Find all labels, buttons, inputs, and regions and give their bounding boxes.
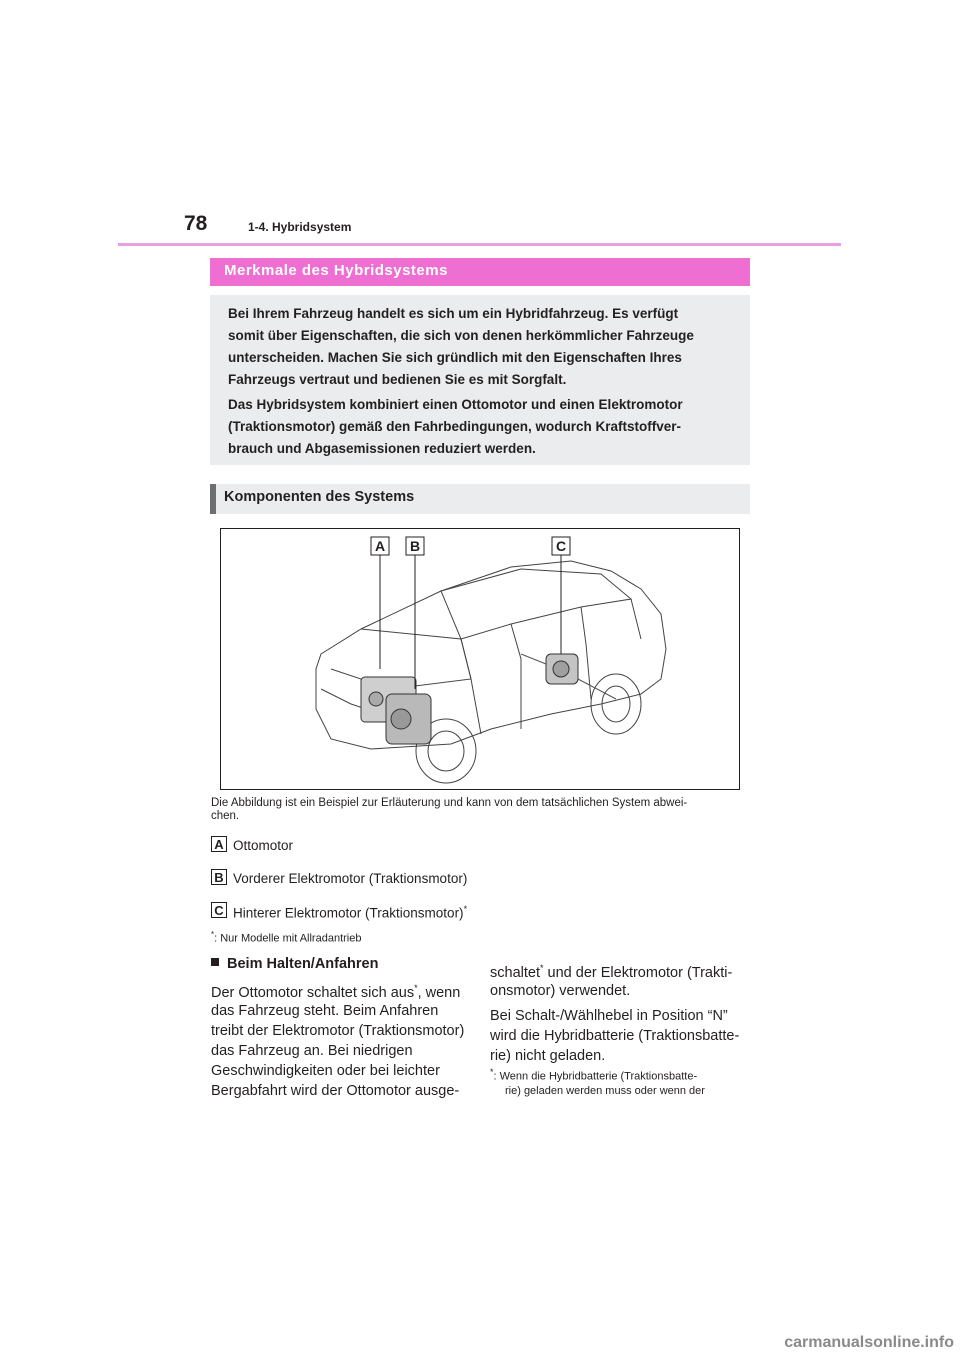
intro-line: (Traktionsmotor) gemäß den Fahrbedingungen, wodurch Kraftstoffver- bbox=[228, 419, 682, 434]
body-line: das Fahrzeug steht. Beim Anfahren bbox=[211, 1003, 439, 1019]
intro-line: brauch und Abgasemissionen reduziert werden. bbox=[228, 441, 536, 456]
components-heading: Komponenten des Systems bbox=[224, 489, 415, 505]
figure-note bbox=[211, 797, 751, 823]
footnote-star: * bbox=[463, 904, 468, 914]
footnote: *: Wenn die Hybridbatterie (Traktionsbatte- bbox=[490, 1067, 698, 1083]
legend-text: Vorderer Elektromotor (Traktionsmotor) bbox=[233, 871, 468, 886]
intro-line: Fahrzeugs vertraut und bedienen Sie es mit Sorgfalt. bbox=[228, 372, 567, 387]
feature-heading: Merkmale des Hybridsystems bbox=[224, 262, 448, 279]
bullet-square-icon bbox=[211, 958, 219, 966]
legend-text: Ottomotor bbox=[233, 838, 294, 853]
section-title: 1-4. Hybridsystem bbox=[248, 220, 352, 234]
figure-note-line: chen. bbox=[211, 810, 240, 822]
body-line: Der Ottomotor schaltet sich aus*, wenn bbox=[211, 983, 461, 1001]
subheading-text: Beim Halten/Anfahren bbox=[227, 956, 379, 972]
body-line: Geschwindigkeiten oder bei leichter bbox=[211, 1063, 440, 1079]
body-line: treibt der Elektromotor (Traktionsmotor) bbox=[211, 1023, 465, 1039]
heading-accent bbox=[210, 484, 216, 514]
legend-key: C bbox=[211, 902, 227, 918]
figure-note-line: Die Abbildung ist ein Beispiel zur Erläuterung und kann von dem tatsächlichen System abwei- bbox=[211, 797, 688, 809]
legend-text: Hinterer Elektromotor (Traktionsmotor) bbox=[233, 905, 464, 921]
intro-line: somit über Eigenschaften, die sich von denen herkömmlicher Fahrzeuge bbox=[228, 328, 694, 343]
footnote-mark: * bbox=[211, 930, 215, 939]
watermark: carmanualsonline.info bbox=[784, 1334, 954, 1351]
legend-key: A bbox=[211, 836, 227, 852]
intro-line: Bei Ihrem Fahrzeug handelt es sich um ein Hybridfahrzeug. Es verfügt bbox=[228, 306, 679, 321]
page-number: 78 bbox=[184, 212, 208, 235]
footnote-line: rie) geladen werden muss oder wenn der bbox=[505, 1085, 705, 1097]
components-heading-bar bbox=[210, 484, 750, 514]
body-line: onsmotor) verwendet. bbox=[490, 983, 631, 999]
hybrid-system-figure bbox=[220, 528, 740, 790]
body-line: Bergabfahrt wird der Ottomotor ausge- bbox=[211, 1083, 460, 1099]
body-line: wird die Hybridbatterie (Traktionsbatte- bbox=[490, 1028, 740, 1044]
car-illustration bbox=[221, 529, 739, 789]
footnote-text: : Nur Modelle mit Allradantrieb bbox=[214, 932, 362, 945]
callout-c-label: C bbox=[555, 538, 567, 554]
intro-line: unterscheiden. Machen Sie sich gründlich mit den Eigenschaften Ihres bbox=[228, 350, 682, 365]
legend-key: B bbox=[211, 869, 227, 885]
body-line: rie) nicht geladen. bbox=[490, 1048, 606, 1064]
intro-box bbox=[210, 295, 750, 465]
callout-a-label: A bbox=[374, 538, 386, 554]
body-line: das Fahrzeug an. Bei niedrigen bbox=[211, 1043, 413, 1059]
body-line: Bei Schalt-/Wählhebel in Position “N” bbox=[490, 1008, 728, 1024]
header-divider bbox=[118, 243, 841, 246]
body-line: schaltet* und der Elektromotor (Trakti- bbox=[490, 963, 733, 981]
subheading bbox=[211, 956, 378, 972]
footnote bbox=[211, 930, 361, 945]
feature-heading-bar bbox=[210, 258, 750, 286]
callout-b-label: B bbox=[409, 538, 421, 554]
intro-line: Das Hybridsystem kombiniert einen Ottomotor und einen Elektromotor bbox=[228, 397, 683, 412]
